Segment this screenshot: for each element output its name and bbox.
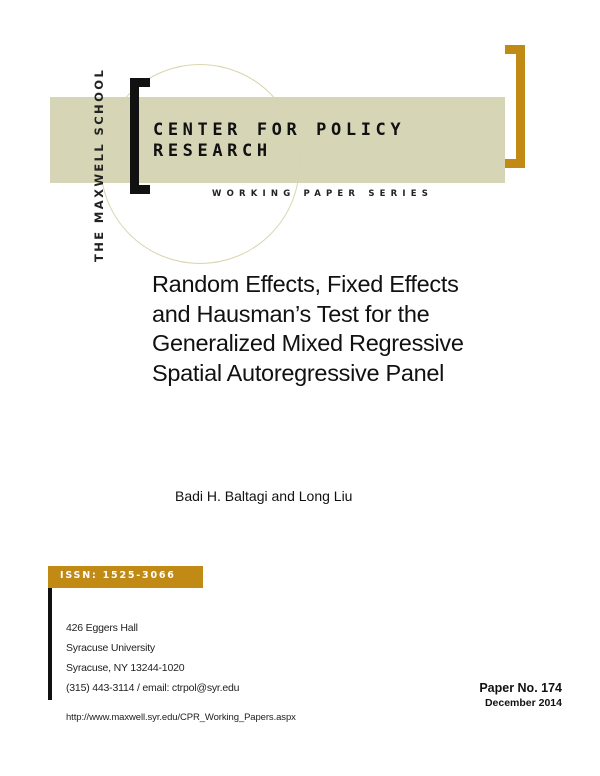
maxwell-school-label: THE MAXWELL SCHOOL: [92, 67, 106, 262]
issn-divider: [48, 588, 52, 700]
working-papers-link[interactable]: http://www.maxwell.syr.edu/CPR_Working_Papers.aspx: [66, 712, 296, 723]
paper-title: [152, 270, 572, 388]
left-bracket-top: [130, 78, 150, 87]
address-line: Syracuse University: [66, 642, 155, 654]
paper-date: December 2014: [484, 697, 562, 709]
title-line: Spatial Autoregressive Panel: [152, 359, 445, 386]
left-bracket: [130, 78, 139, 194]
paper-number: Paper No. 174: [479, 681, 562, 695]
series-label: WORKING PAPER SERIES: [212, 189, 434, 199]
title-line: and Hausman’s Test for the: [152, 300, 430, 327]
title-line: Random Effects, Fixed Effects: [152, 271, 459, 297]
left-bracket-bottom: [130, 185, 150, 194]
address-line: (315) 443-3114 / email: ctrpol@syr.edu: [66, 682, 240, 694]
authors: Badi H. Baltagi and Long Liu: [175, 488, 353, 504]
title-line: Generalized Mixed Regressive: [152, 330, 464, 356]
address-line: 426 Eggers Hall: [66, 622, 138, 634]
center-name-line2: RESEARCH: [153, 141, 272, 161]
address-block: [66, 618, 239, 698]
center-name: [153, 120, 483, 162]
issn-label: ISSN: 1525-3066: [60, 570, 176, 581]
right-bracket-top: [505, 45, 525, 54]
right-bracket: [516, 45, 525, 168]
center-name-line1: CENTER FOR POLICY: [153, 120, 406, 140]
right-bracket-bottom: [505, 159, 525, 168]
address-line: Syracuse, NY 13244-1020: [66, 662, 185, 674]
